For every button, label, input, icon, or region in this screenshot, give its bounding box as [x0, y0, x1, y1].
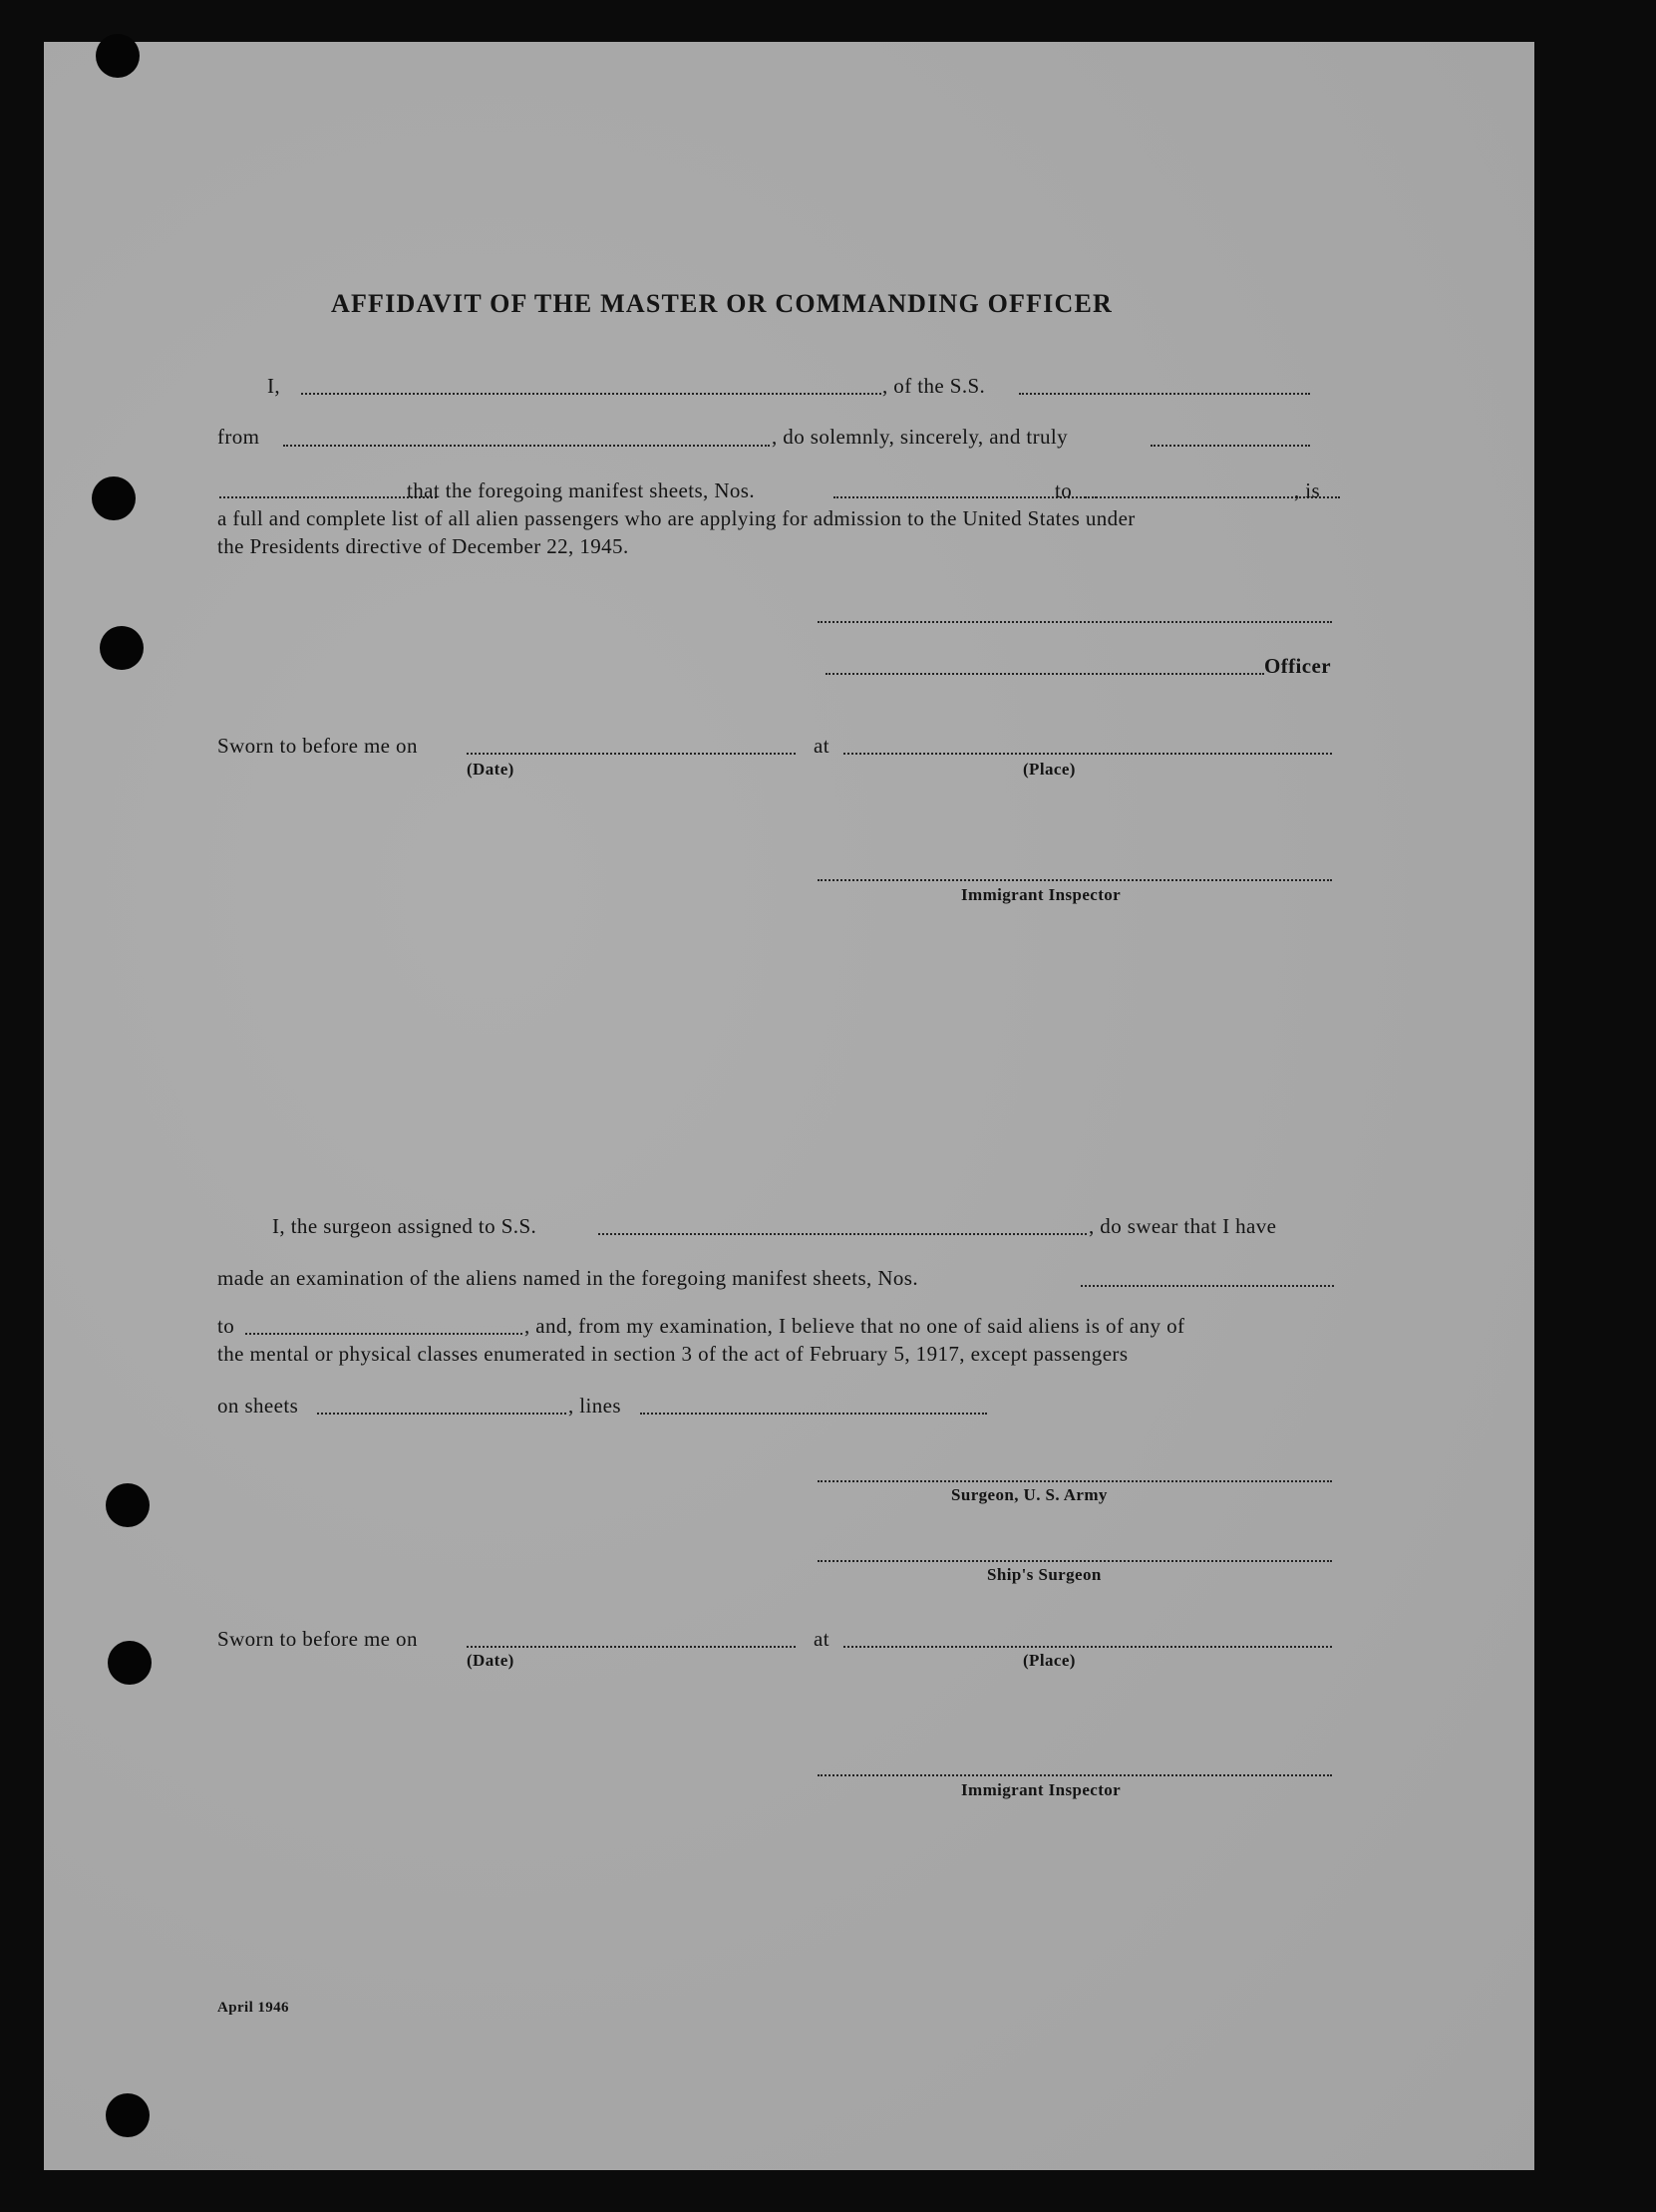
master-oath-line[interactable]: [219, 496, 437, 498]
master-inspector-label: Immigrant Inspector: [961, 885, 1122, 904]
surgeon-inspector-line[interactable]: [818, 1774, 1332, 1776]
master-inspector-line[interactable]: [818, 879, 1332, 881]
surgeon-place-line[interactable]: [843, 1646, 1332, 1648]
page-title: AFFIDAVIT OF THE MASTER OR COMMANDING OFFICER: [331, 289, 1113, 318]
punch-hole: [92, 476, 136, 520]
master-place-caption: (Place): [1023, 760, 1076, 779]
surgeon-and-from: , and, from my examination, I believe that no one of said aliens is of any of: [524, 1314, 1185, 1338]
affidavit-page: [44, 42, 1534, 2170]
surgeon-made: made an examination of the aliens named in the foregoing manifest sheets, Nos.: [217, 1266, 919, 1290]
officer-label: Officer: [1264, 654, 1331, 678]
surgeon-intro: I, the surgeon assigned to S.S.: [272, 1214, 537, 1238]
master-line2: the Presidents directive of December 22, 1945.: [217, 534, 629, 558]
master-ship-line[interactable]: [1019, 393, 1310, 395]
punch-hole: [106, 2093, 150, 2137]
surgeon-mental: the mental or physical classes enumerated in section 3 of the act of February 5, 1917, except passengers: [217, 1342, 1129, 1366]
punch-hole: [100, 626, 144, 670]
army-surgeon-label: Surgeon, U. S. Army: [951, 1485, 1108, 1504]
surgeon-to: to: [217, 1314, 235, 1338]
master-is: , is: [1294, 478, 1321, 502]
surgeon-sheets-line[interactable]: [317, 1413, 566, 1415]
master-place-line[interactable]: [843, 753, 1332, 755]
master-to: to: [1055, 478, 1073, 502]
surgeon-place-caption: (Place): [1023, 1651, 1076, 1670]
surgeon-to-line[interactable]: [245, 1333, 522, 1335]
master-at: at: [814, 734, 829, 758]
surgeon-nos-line[interactable]: [1081, 1285, 1334, 1287]
punch-hole: [106, 1483, 150, 1527]
master-of-ss: , of the S.S.: [882, 374, 986, 398]
master-signature-line[interactable]: [818, 621, 1332, 623]
surgeon-lines: , lines: [568, 1394, 621, 1418]
ship-surgeon-line[interactable]: [818, 1560, 1332, 1562]
ship-surgeon-label: Ship's Surgeon: [987, 1565, 1102, 1584]
surgeon-do-swear: , do swear that I have: [1089, 1214, 1277, 1238]
master-date-caption: (Date): [467, 760, 514, 779]
punch-hole: [96, 34, 140, 78]
master-from: from: [217, 425, 260, 449]
master-sworn: Sworn to before me on: [217, 734, 418, 758]
punch-hole: [108, 1641, 152, 1685]
surgeon-lines-line[interactable]: [640, 1413, 987, 1415]
surgeon-at: at: [814, 1627, 829, 1651]
army-surgeon-line[interactable]: [818, 1480, 1332, 1482]
master-swear: , do solemnly, sincerely, and truly: [772, 425, 1069, 449]
surgeon-on-sheets: on sheets: [217, 1394, 299, 1418]
surgeon-date-caption: (Date): [467, 1651, 514, 1670]
surgeon-sworn: Sworn to before me on: [217, 1627, 418, 1651]
master-line1: a full and complete list of all alien passengers who are applying for admission to the United States under: [217, 506, 1136, 530]
master-manifest: that the foregoing manifest sheets, Nos.: [407, 478, 756, 502]
master-name-line[interactable]: [301, 393, 881, 395]
master-swear-line[interactable]: [1151, 445, 1310, 447]
master-date-line[interactable]: [467, 753, 796, 755]
form-date: April 1946: [217, 2000, 289, 2016]
master-i: I,: [267, 374, 281, 398]
surgeon-date-line[interactable]: [467, 1646, 796, 1648]
officer-line[interactable]: [826, 673, 1264, 675]
master-from-line[interactable]: [283, 445, 770, 447]
surgeon-ship-line[interactable]: [598, 1233, 1087, 1235]
surgeon-inspector-label: Immigrant Inspector: [961, 1780, 1122, 1799]
